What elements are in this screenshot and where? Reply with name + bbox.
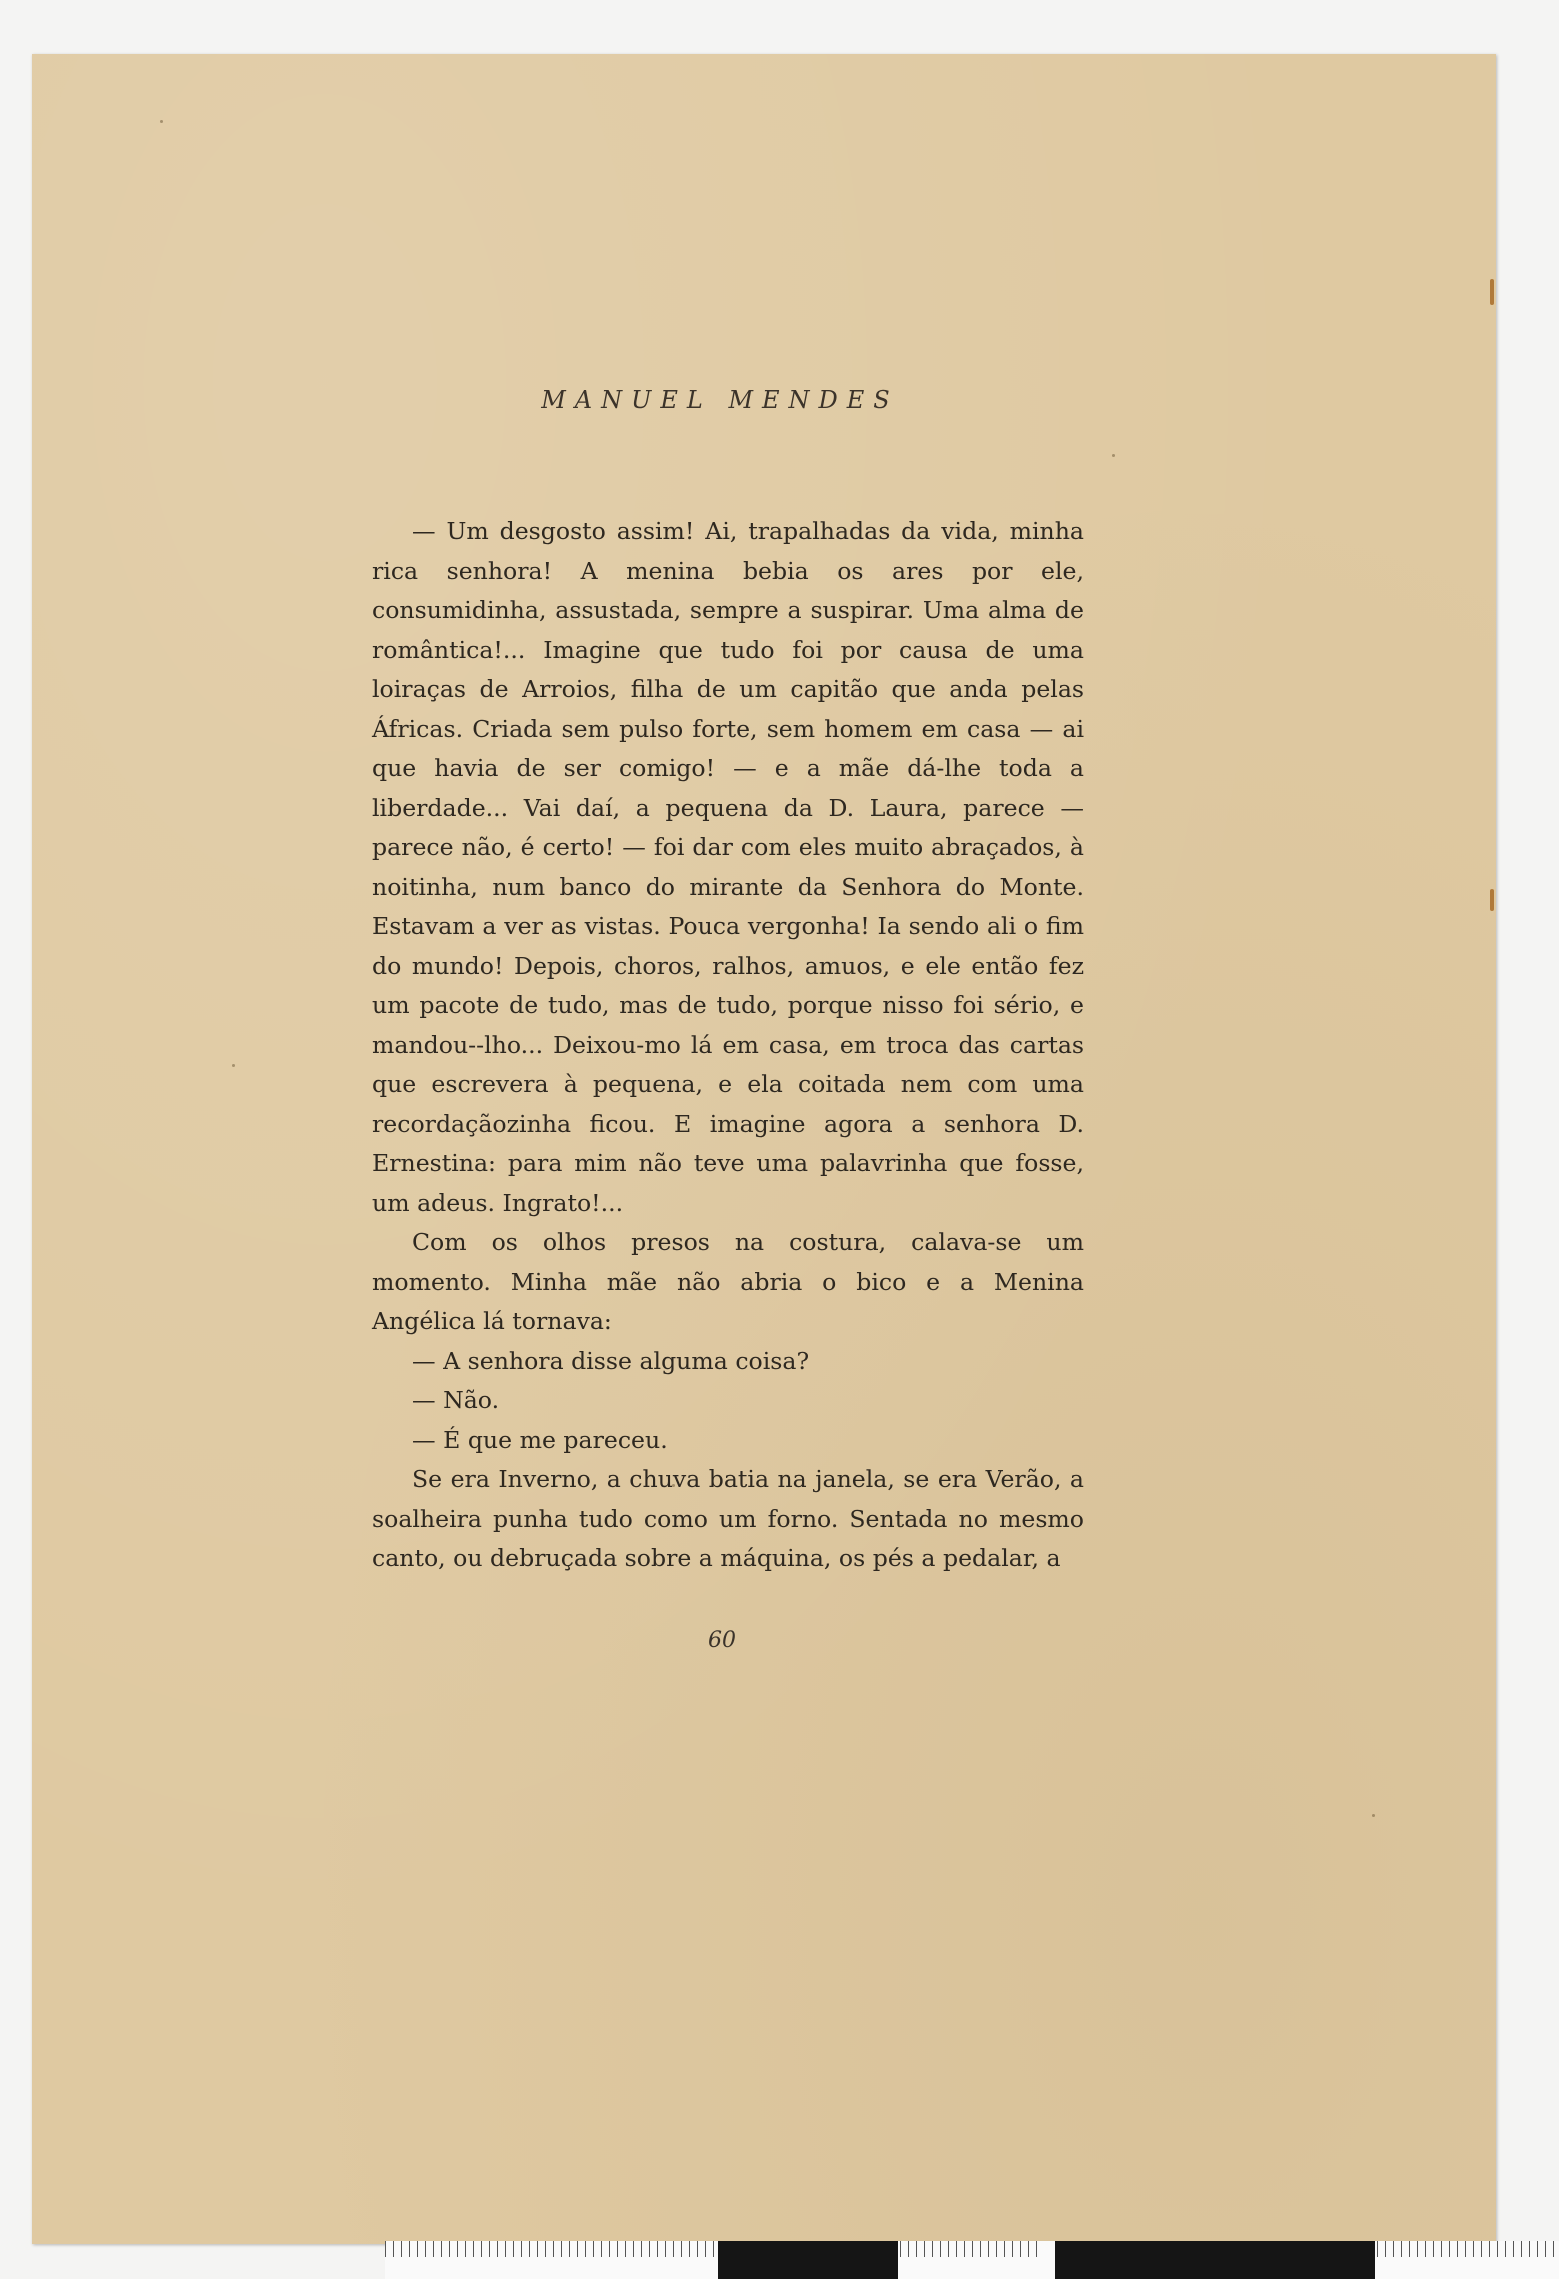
paragraph-narration-1: Com os olhos presos na costura, calava-se um momento. Minha mãe não abria o bico e a Menina Angélica lá tornava: [372, 1228, 1084, 1335]
ruler-black-band [1055, 2241, 1375, 2279]
paper-speck [1372, 1814, 1375, 1817]
scale-ruler [385, 2241, 1559, 2279]
paragraph-dialogue-1: — Um desgosto assim! Ai, trapalhadas da vida, minha rica senhora! A menina bebia os ares por ele, consumidinha, assustada, sempre a suspirar. Uma alma de romântica!... Imagine que tudo foi por causa de uma loiraças de Arroios, filha de um capitão que anda pelas Áfricas. Criada sem pulso forte, sem homem em casa — ai que havia de ser comigo! — e a mãe dá-lhe toda a liberdade... Vai daí, a pequena da D. Laura, parece — parece não, é certo! — foi dar com eles muito abraçados, à noitinha, num banco do mirante da Senhora do Monte. Estavam a ver as vistas. Pouca vergonha! Ia sendo ali o fim do mundo! Depois, choros, ralhos, amuos, e ele então fez um pacote de tudo, mas de tudo, porque nisso foi sério, e mandou--lho... Deixou-mo lá em casa, em troca das cartas que escrevera à pequena, e ela coitada nem com uma recordaçãozinha ficou. E imagine agora a senhora D. Ernestina: para mim não teve uma palavrinha que fosse, um adeus. Ingrato!... [372, 517, 1084, 1217]
paper-stain [1490, 889, 1494, 911]
paragraph-dialogue-3: — Não. [412, 1386, 500, 1414]
ruler-ticks [385, 2241, 715, 2279]
paragraph-narration-2: Se era Inverno, a chuva batia na janela, se era Verão, a soalheira punha tudo como um forno. Sentada no mesmo canto, ou debruçada sobre a máquina, os pés a pedalar, a [372, 1465, 1084, 1572]
ruler-ticks [900, 2241, 1040, 2279]
paragraph-dialogue-4: — É que me pareceu. [412, 1425, 668, 1454]
ruler-black-band [718, 2241, 898, 2279]
paper-speck [160, 120, 163, 123]
paper-stain [1490, 279, 1494, 305]
page-number: 60 [708, 1628, 736, 1653]
paper-speck [1112, 454, 1115, 457]
paragraph-dialogue-2: — A senhora disse alguma coisa? [412, 1346, 810, 1375]
running-head: MANUEL MENDES [541, 386, 899, 414]
body-text [372, 512, 1084, 1579]
paper-speck [232, 1064, 235, 1067]
ruler-ticks [1377, 2241, 1559, 2279]
